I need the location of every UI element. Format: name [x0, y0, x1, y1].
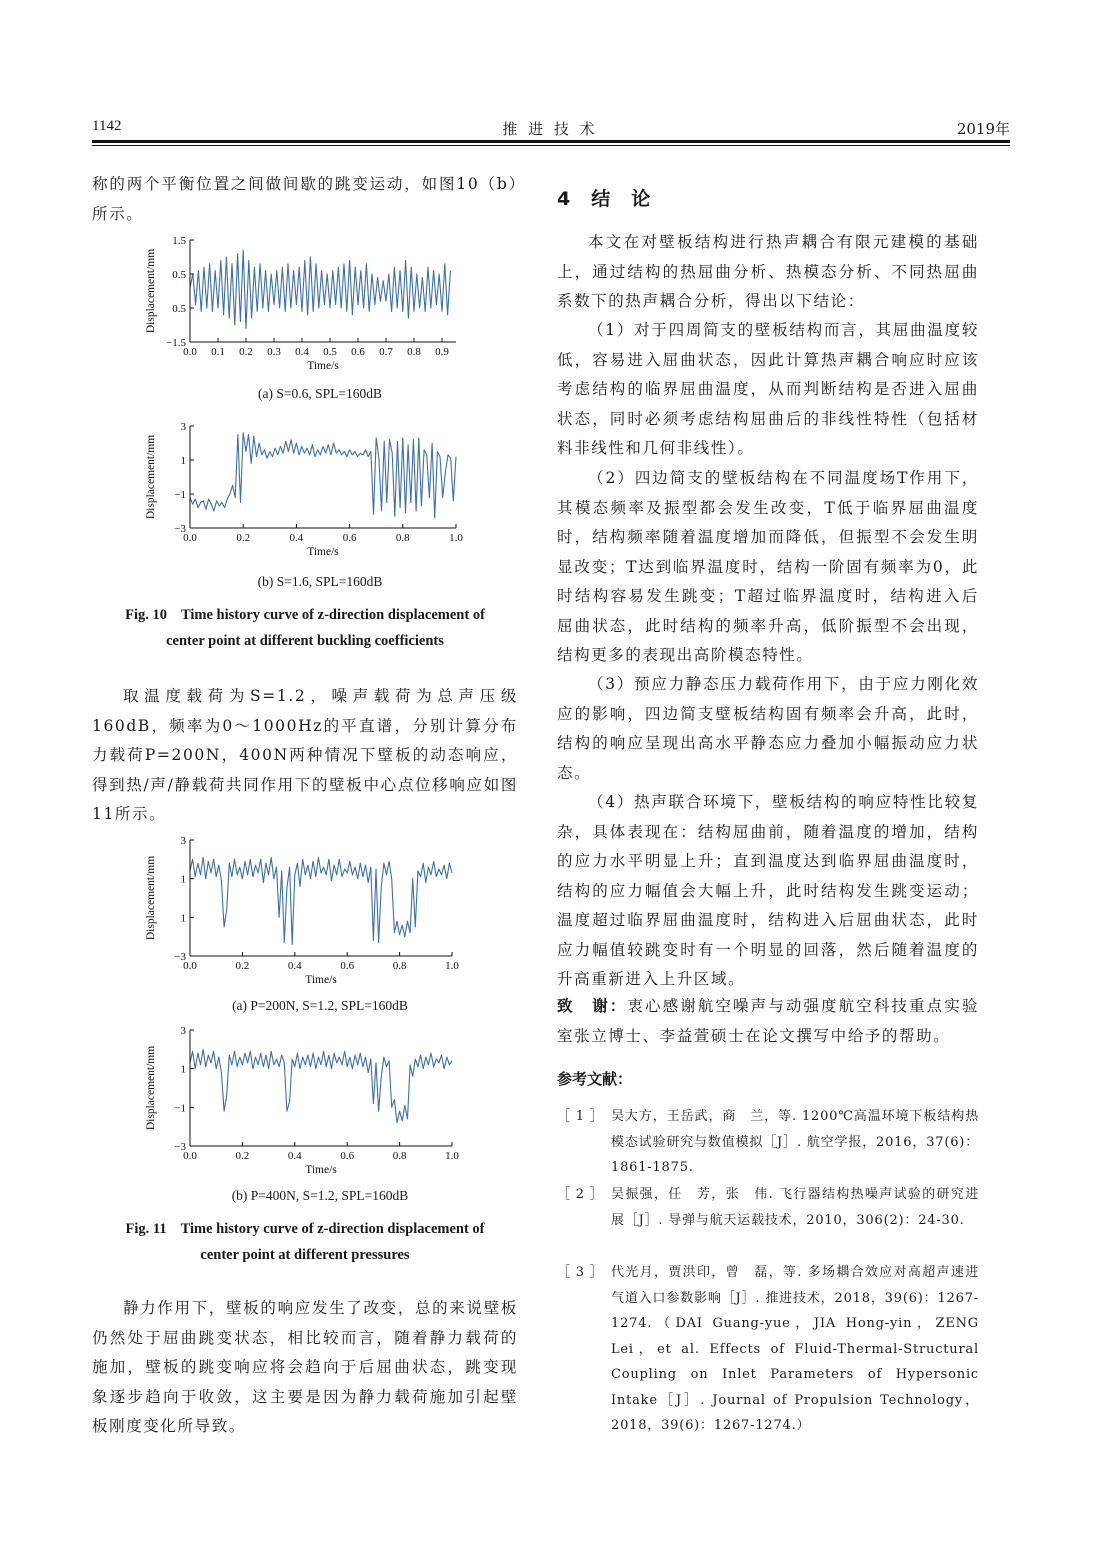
series-line	[190, 1049, 452, 1123]
y-axis-label: Displacement/mm	[145, 1045, 157, 1131]
y-tick-label: 3	[180, 835, 186, 847]
y-tick-label: 0.5	[172, 269, 186, 281]
references-title: 参考文献：	[557, 1070, 633, 1088]
x-axis-label: Time/s	[307, 546, 339, 558]
reference-number: ［ 3 ］	[557, 1265, 604, 1280]
x-tick-label: 0.4	[295, 346, 309, 358]
caption-line-1: Time history curve of z-direction displacement of	[180, 1221, 485, 1237]
reference-3	[557, 1260, 979, 1439]
figure-number: Fig. 10	[125, 607, 167, 623]
y-tick-label: 1	[180, 912, 186, 925]
caption-line-2: center point at different pressures	[200, 1247, 410, 1263]
reference-2	[557, 1182, 979, 1233]
section-title: 4 结 论	[557, 188, 652, 210]
y-tick-label: −1	[174, 1102, 186, 1115]
reference-number: ［ 1 ］	[557, 1109, 604, 1124]
conclusion-1: （1）对于四周简支的壁板结构而言，其屈曲温度较低，容易进入屈曲状态，因此计算热声耦合响应时应该考虑结构的临界屈曲温度，从而判断结构是否进入屈曲状态，同时必须考虑结构屈曲后的非线性特性（包括材料非线性和几何非线性）。	[557, 321, 979, 457]
x-tick-label: 1.0	[449, 532, 463, 544]
reference-text: 代光月，贾洪印，曾 磊，等. 多场耦合效应对高超声速进气道入口参数影响［J］. 推进技术，2018，39(6)：1267-1274.（DAI Guang-yue，JIA Hong-yin，ZENG Lei，et al. Effects of Fluid-Thermal-Structural Coupling on Inlet Parameters of Hypersonic Intake［J］. Journal of Propulsion Technology，2018，39(6)：1267-1274.）	[611, 1265, 979, 1433]
x-tick-label: 0.7	[379, 346, 393, 358]
x-tick-label: 0.0	[183, 346, 197, 358]
chart-fig10a	[140, 228, 470, 374]
figure-caption-11	[92, 1216, 518, 1268]
subcaption-fig11b: (b) P=400N, S=1.2, SPL=160dB	[231, 1188, 409, 1203]
x-axis-label: Time/s	[307, 360, 339, 372]
ack-label: 致 谢：	[557, 997, 628, 1015]
paragraph-middle: 取温度载荷为S=1.2，噪声载荷为总声压级160dB，频率为0～1000Hz的平直谱，分别计算分布力载荷P=200N，400N两种情况下壁板的动态响应，得到热/声/静载荷共同作用下的壁板中心点位移响应如图11所示。	[92, 687, 518, 823]
ack-text: 衷心感谢航空噪声与动强度航空科技重点实验室张立博士、李益萱硕士在论文撰写中给予的帮助。	[557, 997, 979, 1045]
reference-number: ［ 2 ］	[557, 1187, 604, 1202]
x-tick-label: 0.6	[340, 1150, 355, 1162]
y-axis-label: Displacement/mm	[145, 248, 157, 334]
header-rule-thin	[92, 145, 1010, 146]
y-tick-label: 3	[180, 421, 186, 433]
conclusion-2: （2）四边简支的壁板结构在不同温度场T作用下，其模态频率及振型都会发生改变，T低于临界屈曲温度时，结构频率随着温度增加而降低，但振型不会发生明显改变；T达到临界温度时，结构一阶固有频率为0，此时结构容易发生跳变；T超过临界温度时，结构进入后屈曲状态，此时结构的频率升高，低阶振型不会出现，结构更多的表现出高阶模态特性。	[557, 469, 979, 664]
reference-text: 吴振强，任 芳，张 伟. 飞行器结构热噪声试验的研究进展［J］. 导弹与航天运载技术，2010，306(2)：24-30.	[611, 1187, 979, 1228]
y-tick-label: 3	[180, 1025, 186, 1037]
x-tick-label: 0.8	[392, 960, 407, 972]
subcaption-fig11a: (a) P=200N, S=1.2, SPL=160dB	[232, 998, 408, 1013]
caption-line-2: center point at different buckling coefficients	[166, 633, 444, 649]
reference-1	[557, 1104, 979, 1181]
y-tick-label: 0.5	[172, 303, 186, 315]
paragraph-bottom: 静力作用下，壁板的响应发生了改变，总的来说壁板仍然处于屈曲跳变状态，相比较而言，随着静力载荷的施加，壁板的跳变响应将会趋向于后屈曲状态，跳变现象逐步趋向于收敛，这主要是因为静力载荷施加引起壁板刚度变化所导致。	[92, 1299, 518, 1435]
y-axis-label: Displacement/mm	[145, 434, 157, 520]
y-tick-label: −3	[174, 523, 186, 535]
x-tick-label: 0.4	[289, 532, 304, 544]
series-line	[190, 433, 456, 518]
x-tick-label: 0.2	[235, 960, 250, 972]
series-line	[190, 250, 450, 328]
x-tick-label: 0.8	[392, 1150, 407, 1162]
y-tick-label: −3	[174, 951, 186, 963]
y-tick-label: 1	[180, 873, 186, 886]
figure-number: Fig. 11	[125, 1221, 167, 1237]
series-line	[190, 857, 452, 944]
x-tick-label: 0.0	[183, 532, 197, 544]
x-tick-label: 0.0	[183, 1150, 197, 1162]
figure-caption-10	[92, 602, 518, 654]
x-tick-label: 0.2	[239, 346, 253, 358]
y-tick-label: 1	[180, 455, 186, 467]
year: 2019年	[956, 120, 1010, 138]
x-tick-label: 0.8	[395, 532, 410, 544]
x-tick-label: 1.0	[445, 1150, 459, 1162]
x-tick-label: 0.6	[342, 532, 357, 544]
y-tick-label: −1.5	[166, 337, 186, 349]
x-tick-label: 0.8	[407, 346, 421, 358]
y-axis-label: Displacement/mm	[145, 855, 157, 941]
conclusion-4: （4）热声联合环境下，壁板结构的响应特性比较复杂，具体表现在：结构屈曲前，随着温度的增加，结构的应力水平明显上升；直到温度达到临界屈曲温度时，结构的应力幅值会大幅上升，此时结构发生跳变运动；温度超过临界屈曲温度时，结构进入后屈曲状态，此时应力幅值较跳变时有一个明显的回落，然后随着温度的升高重新进入上升区域。	[557, 793, 979, 988]
chart-fig11b	[140, 1022, 470, 1182]
x-tick-label: 0.2	[235, 1150, 250, 1162]
y-tick-label: 1	[180, 1063, 186, 1076]
y-tick-label: −1	[174, 489, 186, 501]
conclusion-3: （3）预应力静态压力载荷作用下，由于应力刚化效应的影响，四边简支壁板结构固有频率会升高，此时，结构的响应呈现出高水平静态应力叠加小幅振动应力状态。	[557, 675, 979, 782]
x-tick-label: 0.9	[435, 346, 449, 358]
y-tick-label: −3	[174, 1141, 186, 1153]
journal-name: 推 进 技 术	[502, 120, 598, 138]
x-tick-label: 0.1	[211, 346, 225, 358]
x-tick-label: 0.2	[236, 532, 251, 544]
x-axis-label: Time/s	[305, 1164, 337, 1176]
conclusion-intro: 本文在对壁板结构进行热声耦合有限元建模的基础上，通过结构的热屈曲分析、热模态分析、不同热屈曲系数下的热声耦合分析，得出以下结论：	[557, 233, 979, 310]
chart-fig11a	[140, 832, 470, 992]
x-tick-label: 0.6	[340, 960, 355, 972]
paragraph-top: 称的两个平衡位置之间做间歇的跳变运动，如图10（b）所示。	[92, 175, 518, 223]
reference-text: 吴大方，王岳武，商 兰，等. 1200℃高温环境下板结构热模态试验研究与数值模拟［J］. 航空学报，2016，37(6)：1861-1875.	[611, 1109, 979, 1175]
acknowledgement	[557, 992, 979, 1051]
x-tick-label: 0.4	[287, 1150, 302, 1162]
x-tick-label: 0.3	[267, 346, 281, 358]
page-number: 1142	[92, 118, 122, 134]
x-tick-label: 0.4	[287, 960, 302, 972]
subcaption-fig10b: (b) S=1.6, SPL=160dB	[257, 574, 383, 589]
subcaption-fig10a: (a) S=0.6, SPL=160dB	[258, 386, 382, 401]
y-tick-label: 1.5	[172, 235, 186, 247]
x-tick-label: 1.0	[445, 960, 459, 972]
header-rule	[92, 140, 1010, 143]
x-tick-label: 0.5	[323, 346, 337, 358]
caption-line-1: Time history curve of z-direction displacement of	[180, 607, 485, 623]
x-tick-label: 0.0	[183, 960, 197, 972]
x-axis-label: Time/s	[305, 974, 337, 986]
x-tick-label: 0.6	[351, 346, 365, 358]
chart-fig10b	[140, 418, 470, 568]
